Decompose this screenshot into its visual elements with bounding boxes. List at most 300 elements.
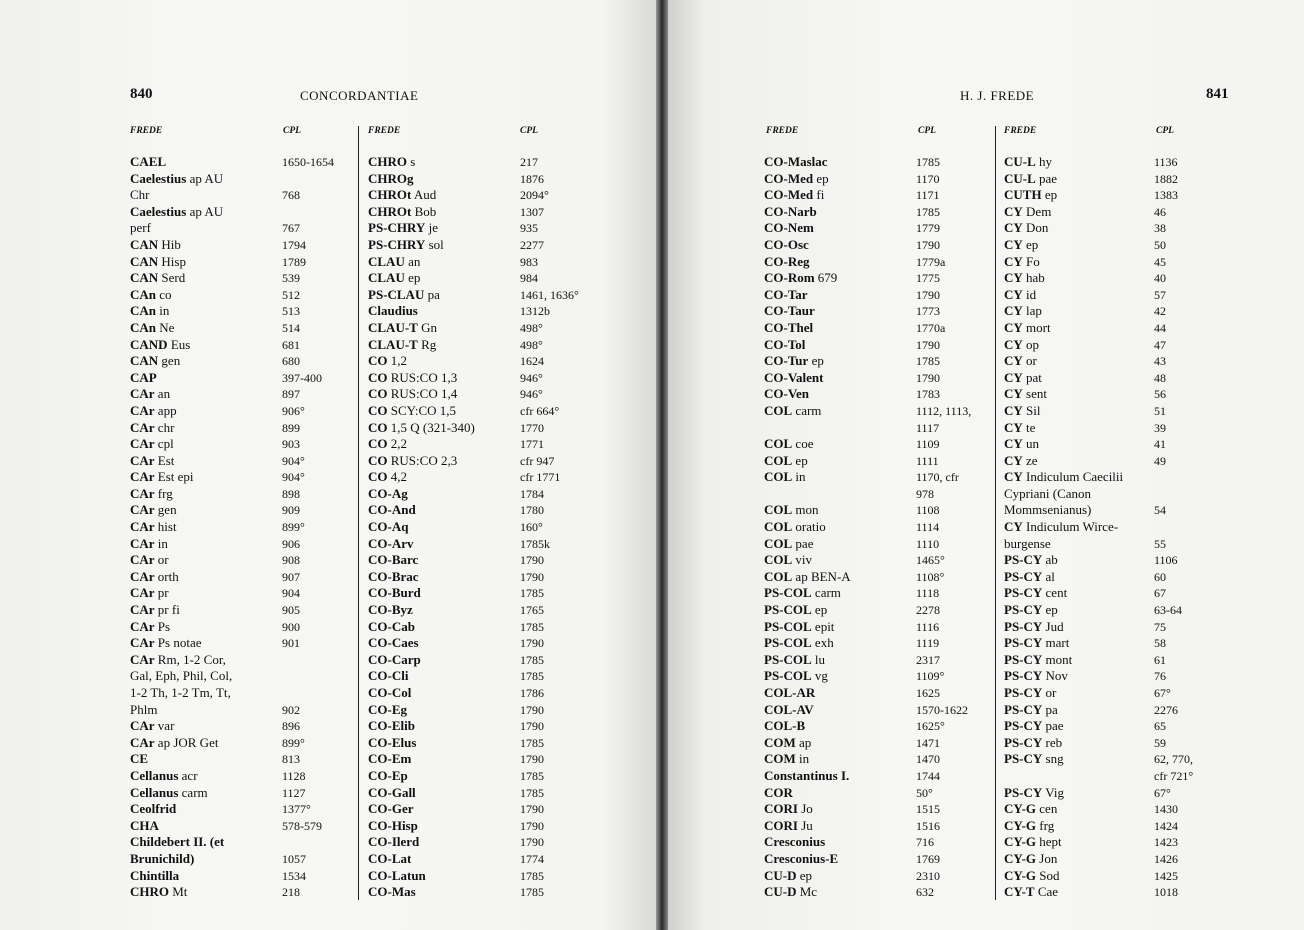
index-entry — [130, 702, 352, 719]
entry-term — [764, 502, 916, 519]
entry-cpl-number: 1114 — [916, 520, 940, 535]
index-entry — [764, 453, 990, 470]
entry-cpl-number: 1783 — [916, 387, 940, 402]
entry-term — [1004, 187, 1154, 204]
entry-siglum: Brunichild) — [130, 850, 195, 866]
index-entry — [1004, 386, 1214, 403]
entry-cpl-number: 1785 — [916, 204, 940, 219]
entry-work: oratio — [792, 519, 826, 535]
index-entry — [764, 303, 990, 320]
running-head-left: CONCORDANTIAE — [300, 88, 419, 103]
entry-cpl-number: 1790 — [520, 636, 544, 651]
index-entry — [1004, 569, 1214, 586]
entry-siglum: CY — [1004, 369, 1023, 385]
entry-work: ep — [792, 452, 808, 468]
entry-siglum: CO-Ep — [368, 767, 408, 783]
entry-term — [368, 569, 520, 586]
entry-cpl-number: 898 — [282, 486, 300, 501]
entry-work: reb — [1042, 734, 1063, 750]
entry-siglum: CY — [1004, 319, 1023, 335]
index-entry — [130, 818, 352, 835]
index-entry — [1004, 751, 1214, 768]
entry-work: Indiculum Wirce- — [1022, 519, 1119, 535]
entry-work: ep — [808, 353, 824, 369]
entry-siglum: CAr — [130, 635, 155, 651]
entry-siglum: CY — [1004, 220, 1023, 236]
index-entry — [1004, 552, 1214, 569]
entry-cpl-number: 498° — [520, 320, 543, 335]
entry-work: 1,5 Q (321-340) — [387, 419, 475, 435]
index-entry — [764, 652, 990, 669]
entry-siglum: CY — [1004, 386, 1023, 402]
entry-term — [368, 602, 520, 619]
entry-work: gen — [154, 502, 177, 518]
entry-term — [130, 353, 282, 370]
index-entry — [130, 868, 352, 885]
entry-term — [130, 254, 282, 271]
index-entry — [1004, 884, 1214, 901]
entry-term — [764, 386, 916, 403]
index-entry — [368, 818, 568, 835]
index-entry — [368, 751, 568, 768]
entry-siglum: Chintilla — [130, 867, 180, 883]
entry-cpl-number: 218 — [282, 885, 300, 900]
entry-siglum: CO-Med — [764, 187, 814, 203]
index-entry — [368, 436, 568, 453]
entry-siglum: CAr — [130, 535, 155, 551]
entry-siglum: COL — [764, 469, 793, 485]
index-entry — [368, 353, 568, 370]
entry-siglum: CO — [368, 369, 388, 385]
index-entry — [1004, 785, 1214, 802]
entry-siglum: CAr — [130, 502, 155, 518]
entry-cpl-number: 1128 — [282, 768, 306, 783]
index-entry — [368, 403, 568, 420]
entry-siglum: PS-CHRY — [368, 236, 426, 252]
entry-work: s — [407, 154, 416, 169]
entry-cpl-number: 1110 — [916, 536, 940, 551]
index-entry — [130, 884, 352, 901]
entry-work: ep — [404, 270, 421, 286]
entry-term — [764, 768, 916, 785]
entry-term — [764, 868, 916, 885]
entry-term — [368, 436, 520, 453]
entry-term — [368, 337, 520, 354]
entry-work: Sod — [1036, 867, 1060, 883]
entry-term — [368, 171, 520, 188]
entry-work: hept — [1036, 834, 1062, 850]
index-entry — [1004, 154, 1214, 171]
entry-work: viv — [792, 552, 813, 568]
entry-term — [764, 851, 916, 868]
entry-cpl-number: 513 — [282, 304, 300, 319]
entry-term — [130, 718, 282, 735]
entry-term — [1004, 287, 1154, 304]
entry-work: lap — [1022, 303, 1042, 319]
entry-term — [1004, 569, 1154, 586]
entry-term — [130, 320, 282, 337]
index-entry — [130, 370, 352, 387]
entry-work: 1,2 — [387, 353, 407, 369]
entry-work: Sil — [1022, 402, 1041, 418]
entry-cpl-number: 1426 — [1154, 851, 1178, 866]
entry-term — [764, 337, 916, 354]
entry-term — [1004, 834, 1154, 851]
index-entry — [764, 868, 990, 885]
entry-cpl-number: 1461, 1636° — [520, 287, 579, 302]
entry-term — [130, 154, 282, 171]
entry-term — [130, 519, 282, 536]
entry-cpl-number: 61 — [1154, 652, 1166, 667]
entry-siglum: COL — [764, 568, 793, 584]
entry-siglum: Caelestius — [130, 170, 187, 186]
entry-siglum: CO-Barc — [368, 552, 419, 568]
entry-term — [130, 171, 282, 188]
entry-work: Dem — [1022, 203, 1052, 219]
entry-siglum: CO-Carp — [368, 651, 421, 667]
entry-cpl-number: 904° — [282, 453, 305, 468]
index-entry — [1004, 370, 1214, 387]
index-entry — [130, 154, 352, 171]
entry-cpl-number: 1785 — [520, 868, 544, 883]
entry-cpl-number: 1170 — [916, 171, 940, 186]
entry-cpl-number: 1775 — [916, 271, 940, 286]
entry-cpl-number: 45 — [1154, 254, 1166, 269]
entry-work: al — [1042, 568, 1055, 584]
entry-cpl-number: 1779a — [916, 254, 946, 269]
entry-cpl-number: 67° — [1154, 686, 1171, 700]
entry-term — [130, 768, 282, 785]
index-entry — [1004, 303, 1214, 320]
entry-siglum: CO-Latun — [368, 867, 426, 883]
index-entry — [1004, 320, 1214, 337]
index-entry — [1004, 718, 1214, 735]
entry-term — [1004, 536, 1154, 553]
entry-siglum: CY — [1004, 336, 1023, 352]
entry-siglum: CO — [368, 419, 388, 435]
entry-work: Eus — [167, 336, 191, 352]
entry-term — [1004, 619, 1154, 636]
entry-siglum: PS-CY — [1004, 784, 1043, 800]
entry-siglum: CO-Ag — [368, 485, 408, 501]
entry-cpl-number: 904 — [282, 586, 300, 601]
entry-cpl-number: 899° — [282, 520, 305, 535]
entry-cpl-number: 65 — [1154, 719, 1166, 734]
entry-term — [368, 668, 520, 685]
entry-term — [764, 154, 916, 171]
entry-term — [1004, 420, 1154, 437]
entry-term — [764, 818, 916, 835]
entry-work: Gal, Eph, Phil, Col, — [130, 668, 233, 684]
page-number-right: 841 — [1206, 86, 1229, 102]
entry-cpl-number: 2278 — [916, 603, 940, 618]
entry-siglum: CO-Ven — [764, 386, 810, 402]
entry-cpl-number: 1515 — [916, 802, 940, 817]
entry-siglum: CY — [1004, 253, 1023, 269]
entry-siglum: CAN — [130, 270, 159, 286]
entry-cpl-number: cfr 664° — [520, 403, 560, 418]
entry-cpl-number: 680 — [282, 354, 300, 369]
entry-siglum: CO — [368, 469, 388, 485]
entry-cpl-number: 1790 — [520, 818, 544, 833]
entry-cpl-number: 1116 — [916, 619, 940, 634]
entry-term — [130, 834, 282, 851]
entry-siglum: CO-Cli — [368, 668, 409, 684]
entry-cpl-number: 1106 — [1154, 553, 1178, 568]
entry-term — [764, 619, 916, 636]
entry-cpl-number: cfr 721° — [1154, 768, 1194, 783]
entry-cpl-number: cfr 947 — [520, 453, 555, 468]
entry-siglum: CO — [368, 386, 388, 402]
index-entry — [368, 619, 568, 636]
entry-siglum: CAn — [130, 319, 157, 335]
index-entry — [764, 469, 990, 486]
entry-siglum: CY — [1004, 419, 1023, 435]
index-entry — [1004, 834, 1214, 851]
entry-work: in — [795, 751, 810, 767]
entry-term — [368, 453, 520, 470]
entry-siglum: CO-Cab — [368, 618, 415, 634]
index-entry — [1004, 635, 1214, 652]
entry-siglum: COL-AV — [764, 701, 814, 717]
entry-siglum: CY-G — [1004, 801, 1037, 817]
entry-siglum: CY — [1004, 436, 1023, 452]
index-entry — [130, 254, 352, 271]
entry-cpl-number: 63-64 — [1154, 603, 1182, 618]
index-entry — [130, 585, 352, 602]
entry-term — [368, 652, 520, 669]
entry-term — [130, 668, 282, 685]
index-entry — [764, 668, 990, 685]
entry-cpl-number: 58 — [1154, 636, 1166, 651]
index-entry — [130, 685, 352, 702]
entry-cpl-number: 51 — [1154, 403, 1166, 418]
entry-term — [368, 370, 520, 387]
entry-term — [1004, 851, 1154, 868]
entry-work: or — [154, 552, 169, 568]
entry-cpl-number: 1785 — [520, 652, 544, 667]
entry-term — [130, 303, 282, 320]
entry-work: in — [154, 535, 168, 551]
entry-work: ep — [1041, 187, 1058, 203]
entry-work: lu — [811, 651, 826, 667]
index-entry — [368, 187, 568, 204]
entry-cpl-number: 1769 — [916, 851, 940, 866]
entry-term — [1004, 785, 1154, 802]
index-entry — [764, 851, 990, 868]
entry-term — [368, 552, 520, 569]
entry-siglum: PS-CY — [1004, 718, 1043, 734]
entry-cpl-number: 1570-1622 — [916, 702, 968, 717]
entry-work: exh — [811, 635, 834, 651]
entry-term — [764, 635, 916, 652]
entry-work: Jo — [797, 801, 813, 817]
entry-term — [130, 785, 282, 802]
entry-cpl-number: 897 — [282, 387, 300, 402]
entry-term — [764, 237, 916, 254]
entry-term — [1004, 502, 1154, 519]
index-entry — [368, 668, 568, 685]
entry-term — [1004, 171, 1154, 188]
index-entry — [764, 204, 990, 221]
index-entry — [764, 403, 990, 420]
entry-work: vg — [811, 668, 828, 684]
index-entry — [764, 502, 990, 519]
index-entry — [368, 702, 568, 719]
entry-siglum: COL — [764, 402, 793, 418]
entry-cpl-number: 767 — [282, 221, 300, 236]
column-divider — [995, 126, 996, 900]
entry-term — [368, 502, 520, 519]
index-entry — [368, 735, 568, 752]
entry-cpl-number: 1770a — [916, 320, 946, 335]
entry-cpl-number: 768 — [282, 188, 300, 203]
entry-siglum: CAr — [130, 568, 155, 584]
entry-siglum: CAr — [130, 402, 155, 418]
entry-work: Rm, 1-2 Cor, — [154, 651, 226, 667]
entry-siglum: CLAU — [368, 253, 405, 269]
entry-work: ap BEN-A — [792, 568, 851, 584]
entry-cpl-number: 1785 — [520, 735, 544, 750]
entry-term — [1004, 154, 1154, 171]
index-entry — [130, 668, 352, 685]
entry-work: gen — [158, 353, 181, 369]
entry-siglum: PS-COL — [764, 602, 812, 618]
col-header-cpl: CPL — [520, 126, 538, 136]
entry-work: orth — [154, 568, 179, 584]
entry-siglum: Ceolfrid — [130, 801, 177, 817]
entry-cpl-number: 39 — [1154, 420, 1166, 435]
entry-cpl-number: 2276 — [1154, 702, 1178, 717]
entry-cpl-number: 1779 — [916, 221, 940, 236]
index-entry — [764, 270, 990, 287]
entry-work: hist — [154, 519, 177, 535]
entry-siglum: CO-Narb — [764, 203, 817, 219]
entry-siglum: CO-Valent — [764, 369, 824, 385]
entry-cpl-number: 1784 — [520, 486, 544, 501]
index-entry — [764, 486, 990, 503]
entry-cpl-number: 1785 — [520, 586, 544, 601]
index-entry — [368, 420, 568, 437]
entry-term — [368, 403, 520, 420]
entry-siglum: COM — [764, 734, 796, 750]
index-entry — [1004, 519, 1214, 536]
entry-work: cpl — [154, 436, 174, 452]
index-entry — [1004, 453, 1214, 470]
index-entry — [130, 619, 352, 636]
entry-term — [368, 287, 520, 304]
entry-cpl-number: 2317 — [916, 652, 940, 667]
entry-siglum: CO-Hisp — [368, 817, 418, 833]
entry-work: ep — [1022, 236, 1039, 252]
entry-cpl-number: 57 — [1154, 287, 1166, 302]
index-entry — [368, 320, 568, 337]
index-entry — [1004, 702, 1214, 719]
index-entry — [130, 469, 352, 486]
entry-siglum: Claudius — [368, 303, 418, 319]
entry-term — [130, 204, 282, 221]
entry-term — [368, 154, 520, 171]
entry-term — [368, 785, 520, 802]
entry-work: RUS:CO 1,4 — [387, 386, 458, 402]
entry-term — [1004, 370, 1154, 387]
right-page — [668, 0, 1304, 930]
entry-siglum: CY — [1004, 353, 1023, 369]
index-entry — [130, 652, 352, 669]
index-entry — [368, 453, 568, 470]
entry-siglum: CY-G — [1004, 834, 1037, 850]
entry-cpl-number: 1108 — [916, 503, 940, 518]
entry-siglum: CU-D — [764, 884, 797, 900]
index-entry — [1004, 403, 1214, 420]
entry-work: Rg — [417, 336, 437, 352]
entry-term — [130, 420, 282, 437]
entry-cpl-number: 397-400 — [282, 370, 322, 385]
index-entry — [764, 436, 990, 453]
entry-term — [764, 486, 916, 503]
index-entry — [368, 286, 579, 304]
index-entry — [368, 220, 568, 237]
entry-work: un — [1022, 436, 1040, 452]
index-entry — [130, 785, 352, 802]
entry-siglum: COL-AR — [764, 685, 816, 700]
entry-term — [764, 370, 916, 387]
entry-siglum: CAN — [130, 353, 159, 369]
entry-cpl-number: 1794 — [282, 237, 306, 252]
entry-term — [368, 420, 520, 437]
entry-term — [130, 270, 282, 287]
entry-siglum: CY — [1004, 203, 1023, 219]
entry-term — [764, 436, 916, 453]
entry-term — [368, 320, 520, 337]
entry-work: cen — [1036, 801, 1058, 817]
index-entry — [368, 237, 568, 254]
index-entry — [764, 801, 990, 818]
entry-work: mont — [1042, 651, 1073, 667]
entry-siglum: CO-Elus — [368, 734, 417, 750]
entry-term — [130, 868, 282, 885]
entry-cpl-number: 38 — [1154, 221, 1166, 236]
entry-work: an — [154, 386, 171, 402]
entry-term — [764, 785, 916, 802]
entry-siglum: CAND — [130, 336, 168, 352]
entry-cpl-number: 67 — [1154, 586, 1166, 601]
index-entry — [130, 237, 352, 254]
index-entry — [130, 204, 352, 221]
entry-siglum: CAn — [130, 303, 157, 319]
entry-siglum: CAr — [130, 419, 155, 435]
entry-cpl-number: 632 — [916, 885, 934, 900]
entry-siglum: Cresconius — [764, 834, 826, 850]
entry-work: app — [154, 402, 177, 418]
entry-siglum: CO-Brac — [368, 568, 419, 584]
entry-siglum: CO — [368, 452, 388, 468]
index-entry — [368, 519, 568, 536]
entry-term — [130, 652, 282, 669]
entry-term — [130, 818, 282, 835]
index-entry — [368, 254, 568, 271]
entry-work: burgense — [1004, 535, 1051, 551]
entry-cpl-number: 1136 — [1154, 155, 1178, 169]
index-entry — [764, 220, 990, 237]
entry-siglum: CU-L — [1004, 170, 1036, 186]
entry-siglum: CHRO — [368, 154, 407, 169]
index-entry — [130, 420, 352, 437]
index-entry — [1004, 171, 1214, 188]
entry-siglum: PS-CHRY — [368, 220, 426, 236]
entry-work: ep — [811, 602, 828, 618]
entry-siglum: CHRO — [130, 884, 169, 900]
